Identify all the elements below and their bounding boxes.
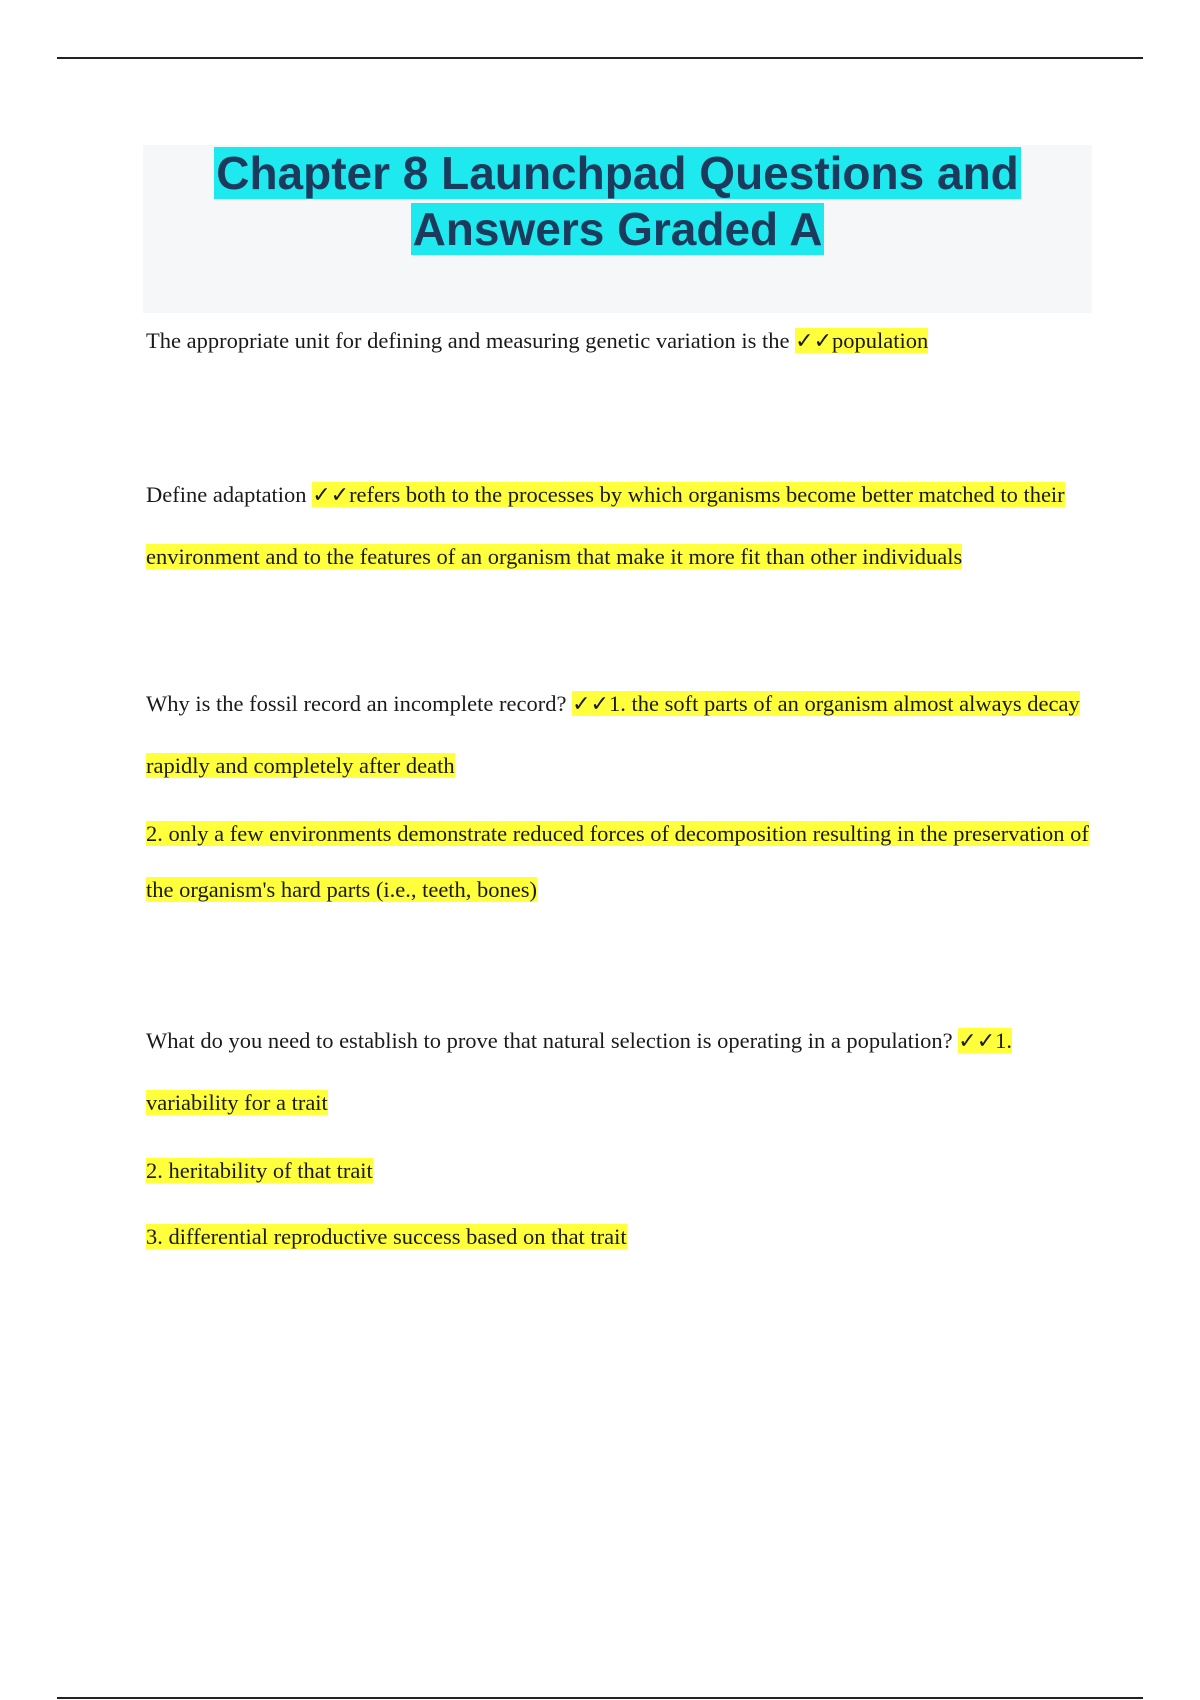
top-rule bbox=[57, 57, 1143, 59]
qa-item-1 bbox=[146, 310, 1096, 372]
page-title bbox=[143, 145, 1092, 257]
title-line-1: Chapter 8 Launchpad Questions and bbox=[216, 147, 1019, 199]
answer-1 bbox=[795, 328, 928, 353]
qa-item-2 bbox=[146, 464, 1096, 587]
answer-4-point-2: 2. heritability of that trait bbox=[146, 1158, 373, 1183]
qa-content bbox=[146, 310, 1096, 1265]
double-check-icon: ✓✓ bbox=[572, 692, 609, 717]
answer-2-text: refers both to the processes by which organisms become better matched to their environment and to the features of an organism that make it more fit than other individuals bbox=[146, 482, 1065, 569]
question-2: Define adaptation bbox=[146, 482, 307, 507]
title-banner bbox=[143, 145, 1092, 313]
title-line-2: Answers Graded A bbox=[412, 203, 823, 255]
double-check-icon: ✓✓ bbox=[312, 483, 350, 508]
qa-item-3 bbox=[146, 673, 1096, 796]
bottom-rule bbox=[57, 1697, 1143, 1699]
double-check-icon: ✓✓ bbox=[958, 1029, 996, 1054]
answer-4-point-3: 3. differential reproductive success based on that trait bbox=[146, 1224, 627, 1249]
question-1: The appropriate unit for defining and measuring genetic variation is the bbox=[146, 328, 790, 353]
answer-3-continuation bbox=[146, 806, 1096, 918]
question-4: What do you need to establish to prove that natural selection is operating in a population? bbox=[146, 1028, 953, 1053]
answer-4-continuation-1 bbox=[146, 1143, 1096, 1199]
qa-item-4 bbox=[146, 1010, 1096, 1133]
answer-1-text: population bbox=[832, 328, 929, 353]
answer-4-continuation-2 bbox=[146, 1209, 1096, 1265]
answer-4-text: 1. variability for a trait bbox=[146, 1028, 1013, 1115]
answer-3-text: 1. the soft parts of an organism almost always decay rapidly and completely after death bbox=[146, 691, 1080, 778]
answer-3-point-2: 2. only a few environments demonstrate reduced forces of decomposition resulting in the preservation of the organism's hard parts (i.e., teeth, bones) bbox=[146, 821, 1089, 902]
double-check-icon: ✓✓ bbox=[795, 329, 833, 354]
question-3: Why is the fossil record an incomplete record? bbox=[146, 691, 567, 716]
